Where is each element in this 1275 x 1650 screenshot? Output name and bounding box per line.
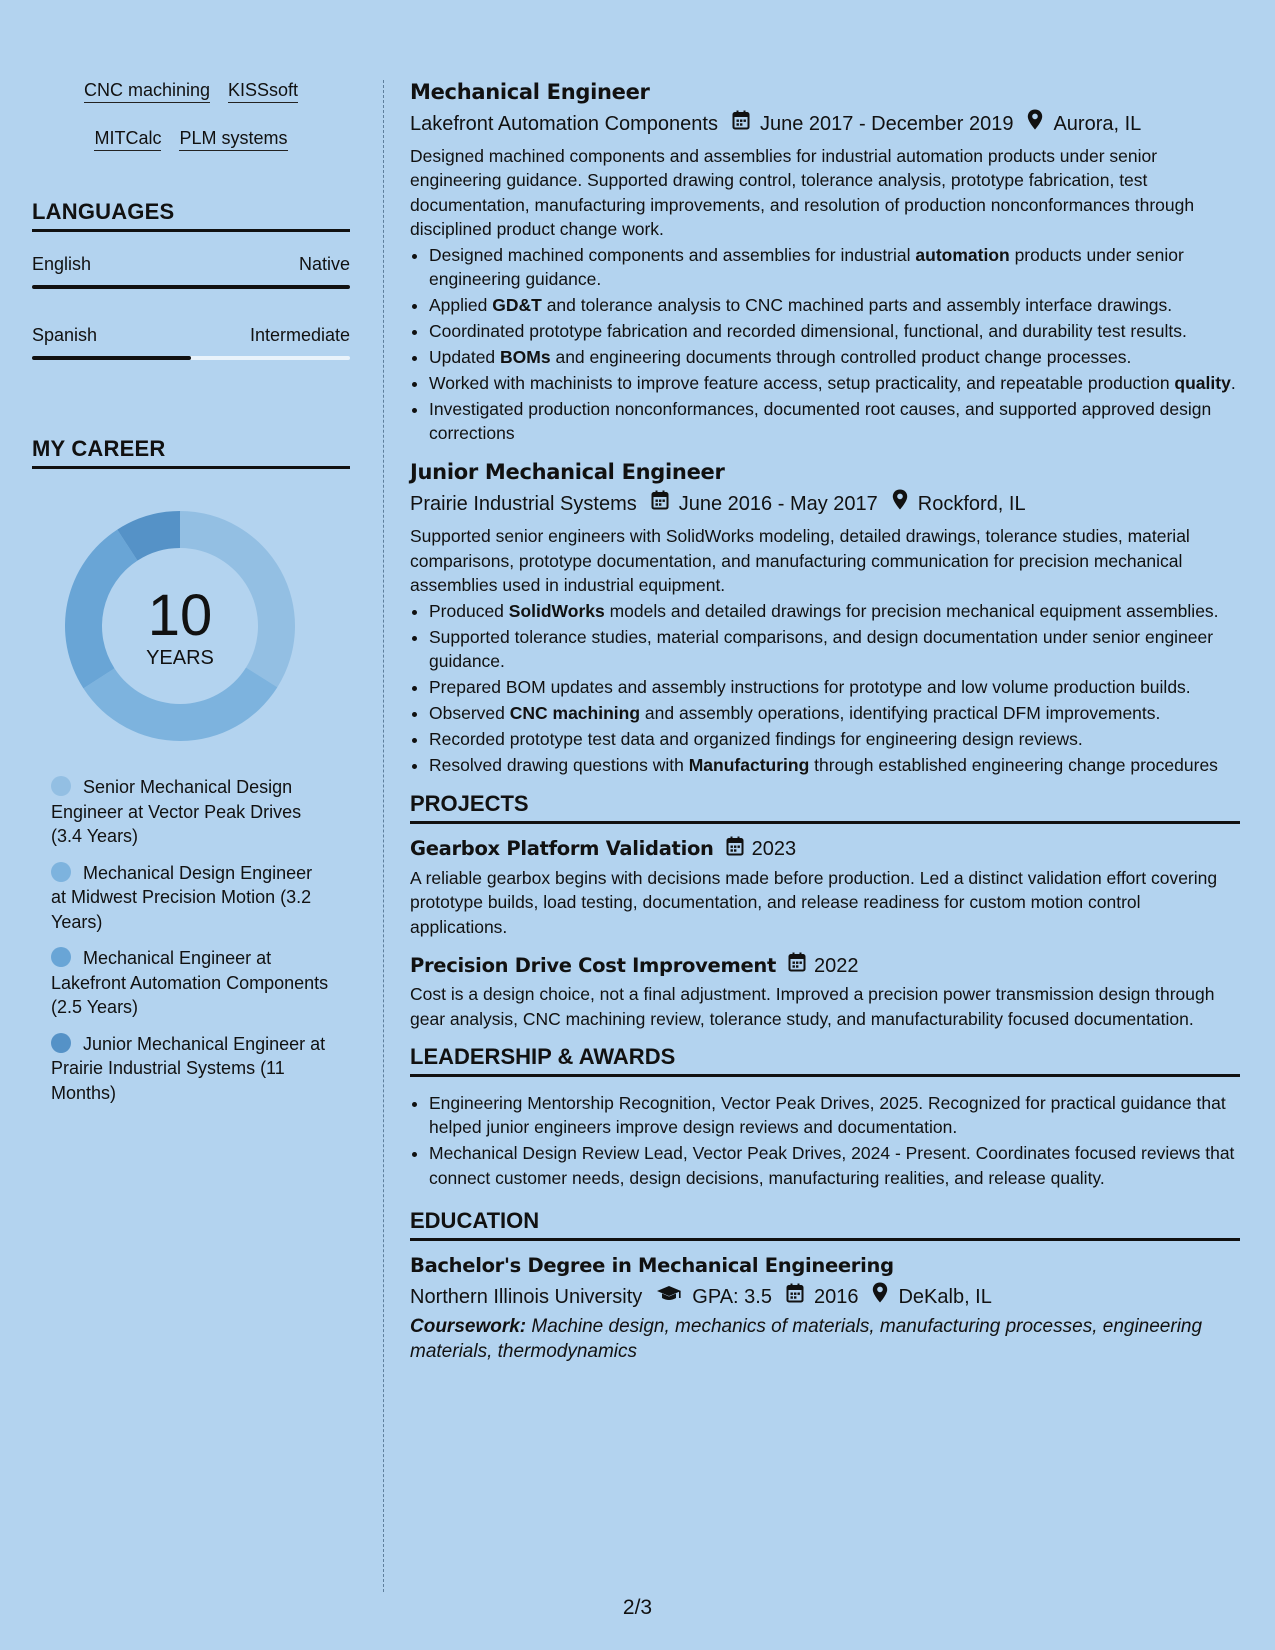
language-level-bar xyxy=(32,356,350,360)
bullet-keyword: CNC machining xyxy=(509,702,641,723)
job-bullet xyxy=(429,293,1240,317)
bullet-text: Observed xyxy=(429,702,510,723)
bullet-text: Supported tolerance studies, material comparisons, and design documentation under senior engineer guidance. xyxy=(429,626,1214,671)
award-item: • Engineering Mentorship Recognition, Vector Peak Drives, 2025. Recognized for practical guidance that helped junior engineers improve design reviews and documentation. xyxy=(429,1091,1240,1140)
language-level: Intermediate xyxy=(249,325,350,345)
bullet-text: and tolerance analysis to CNC machined parts and assembly interface drawings. xyxy=(541,294,1173,315)
bullet-text: and assembly operations, identifying practical DFM improvements. xyxy=(640,702,1161,723)
bullet-text: products under senior engineering guidance. xyxy=(429,244,1184,290)
bullet-text: Designed machined components and assemblies for industrial xyxy=(429,244,916,265)
job-bullet xyxy=(429,753,1240,777)
bullet-text: Worked with machinists to improve feature access, setup practicality, and repeatable production xyxy=(429,372,1175,393)
education-title: EDUCATION xyxy=(410,1208,1240,1241)
calendar-icon xyxy=(788,952,806,979)
legend-label: Senior Mechanical Design Engineer at Vector Peak Drives (3.4 Years) xyxy=(51,777,302,846)
bullet-keyword: SolidWorks xyxy=(508,600,605,621)
skill-tag: MITCalc xyxy=(94,128,161,151)
language-name: Spanish xyxy=(32,325,98,345)
school-name: Northern Illinois University xyxy=(410,1285,643,1308)
legend-label: Junior Mechanical Engineer at Prairie Industrial Systems (11 Months) xyxy=(51,1033,326,1103)
bullet-keyword: Manufacturing xyxy=(688,754,810,775)
career-title: MY CAREER xyxy=(32,436,350,469)
projects-title: PROJECTS xyxy=(410,791,1240,824)
bullet-text: Updated xyxy=(429,346,501,367)
career-legend-item xyxy=(51,946,331,1020)
career-legend xyxy=(51,775,331,1105)
bullet-keyword: GD&T xyxy=(492,294,542,315)
graduation-year: 2016 xyxy=(813,1285,859,1308)
skill-tag: PLM systems xyxy=(179,128,287,151)
donut-segment-2 xyxy=(83,668,277,741)
skills-tags xyxy=(32,80,350,151)
job-meta xyxy=(410,109,1240,138)
location-pin-icon xyxy=(892,489,908,518)
bullet-text: and engineering documents through controlled product change processes. xyxy=(550,346,1132,367)
award-item: • Mechanical Design Review Lead, Vector Peak Drives, 2024 - Present. Coordinates focused reviews that connect customer needs, design decisions, manufacturing realities, and release quality. xyxy=(429,1141,1240,1190)
project-name: Gearbox Platform Validation xyxy=(410,837,714,861)
bullet-text: through established engineering change procedures xyxy=(809,754,1218,775)
job-summary: Designed machined components and assemblies for industrial automation products under senior engineering guidance. Supported drawing control, tolerance analysis, prototype fabrication, test documentation, manufacturing improvements, and resolution of production nonconformances through disciplined product change work. xyxy=(410,146,1195,240)
project-entry xyxy=(410,836,1240,939)
legend-dot xyxy=(51,1033,71,1053)
experience-entry xyxy=(410,458,1240,777)
languages-section xyxy=(32,199,350,360)
job-bullets xyxy=(410,599,1240,777)
project-description: A reliable gearbox begins with decisions made before production. Led a distinct validation effort covering prototype builds, load testing, documentation, and release readiness for custom motion control applications. xyxy=(410,867,1218,937)
bullet-keyword: automation xyxy=(915,244,1010,265)
bullet-text: . xyxy=(1230,372,1236,393)
projects-list xyxy=(410,836,1240,1031)
job-bullet xyxy=(429,345,1240,369)
sidebar xyxy=(32,80,350,1117)
project-header xyxy=(410,952,1240,979)
career-years-number: 10 xyxy=(147,583,213,648)
career-donut-chart xyxy=(65,511,295,741)
legend-label: Mechanical Design Engineer at Midwest Precision Motion (3.2 Years) xyxy=(51,862,313,932)
job-title: Mechanical Engineer xyxy=(410,80,650,104)
bullet-text: Resolved drawing questions with xyxy=(429,754,689,775)
coursework-text: Machine design, mechanics of materials, manufacturing processes, engineering materials, thermodynamics xyxy=(410,1316,1203,1362)
bullet-text: Coordinated prototype fabrication and recorded dimensional, functional, and durability test results. xyxy=(429,320,1187,341)
coursework xyxy=(410,1315,1240,1364)
job-bullet xyxy=(429,701,1240,725)
project-year: 2023 xyxy=(751,838,797,861)
location-pin-icon xyxy=(872,1282,888,1311)
gpa: GPA: 3.5 xyxy=(692,1285,772,1308)
job-bullet xyxy=(429,243,1240,292)
experience-list xyxy=(410,78,1240,777)
calendar-icon xyxy=(732,110,750,138)
calendar-icon xyxy=(786,1283,804,1311)
education-entry xyxy=(410,1253,1240,1364)
skills-row xyxy=(32,80,350,103)
job-meta xyxy=(410,489,1240,518)
coursework-label: Coursework: xyxy=(410,1316,527,1338)
job-bullet xyxy=(429,319,1240,343)
degree-name: Bachelor's Degree in Mechanical Engineering xyxy=(410,1254,894,1278)
project-description: Cost is a design choice, not a final adjustment. Improved a precision power transmission design through gear analysis, CNC machining review, tolerance study, and manufacturability focused documentation. xyxy=(410,984,1215,1029)
career-years-unit: YEARS xyxy=(146,647,214,669)
project-header xyxy=(410,836,1240,863)
job-bullet xyxy=(429,727,1240,751)
legend-label: Mechanical Engineer at Lakefront Automation Components (2.5 Years) xyxy=(51,948,329,1017)
legend-dot xyxy=(51,947,71,967)
job-dates: June 2017 - December 2019 xyxy=(759,112,1014,135)
language-name: English xyxy=(32,254,92,274)
awards-list xyxy=(410,1091,1240,1190)
job-bullet xyxy=(429,599,1240,623)
job-bullet xyxy=(429,625,1240,674)
job-bullet xyxy=(429,371,1240,395)
bullet-text: Applied xyxy=(429,294,493,315)
column-divider xyxy=(383,80,384,1592)
language-item xyxy=(32,254,350,289)
location-pin-icon xyxy=(1027,109,1043,138)
skills-row xyxy=(32,128,350,151)
bullet-text: models and detailed drawings for precision mechanical equipment assemblies. xyxy=(604,600,1219,621)
job-title: Junior Mechanical Engineer xyxy=(410,460,725,485)
page-number: 2/3 xyxy=(622,1596,653,1619)
education-meta xyxy=(410,1282,1240,1311)
job-bullet xyxy=(429,397,1240,446)
career-section xyxy=(32,436,350,1105)
donut-center xyxy=(65,583,295,670)
bullet-text: Recorded prototype test data and organized findings for engineering design reviews. xyxy=(429,728,1083,749)
language-level-bar xyxy=(32,285,350,289)
skill-tag: CNC machining xyxy=(84,80,210,103)
language-level-fill xyxy=(32,356,191,360)
job-location: Rockford, IL xyxy=(917,492,1026,515)
experience-entry xyxy=(410,78,1240,445)
language-level-fill xyxy=(32,285,350,289)
company-name: Lakefront Automation Components xyxy=(410,112,718,135)
language-level: Native xyxy=(298,254,350,274)
legend-dot xyxy=(51,776,71,796)
career-legend-item xyxy=(51,775,331,849)
legend-dot xyxy=(51,862,71,882)
project-name: Precision Drive Cost Improvement xyxy=(410,953,777,977)
bullet-text: Produced xyxy=(429,600,509,621)
job-summary: Supported senior engineers with SolidWorks modeling, detailed drawings, tolerance studies, material comparisons, prototype documentation, and manufacturing communication for precision mechanical assemblies used in industrial equipment. xyxy=(410,526,1190,596)
language-item xyxy=(32,325,350,360)
calendar-icon xyxy=(726,836,744,863)
project-year: 2022 xyxy=(814,954,859,977)
languages-title: LANGUAGES xyxy=(32,199,350,232)
bullet-text: Prepared BOM updates and assembly instructions for prototype and low volume production builds. xyxy=(429,676,1191,697)
bullet-text: Investigated production nonconformances, documented root causes, and supported approved design corrections xyxy=(429,398,1212,443)
main-content xyxy=(410,78,1240,1364)
job-bullets xyxy=(410,243,1240,446)
career-legend-item xyxy=(51,861,331,935)
career-legend-item xyxy=(51,1032,331,1106)
job-bullet xyxy=(429,675,1240,699)
bullet-keyword: BOMs xyxy=(500,346,551,367)
project-entry xyxy=(410,952,1240,1031)
job-location: Aurora, IL xyxy=(1053,112,1142,135)
company-name: Prairie Industrial Systems xyxy=(410,492,637,515)
education-location: DeKalb, IL xyxy=(898,1285,992,1308)
calendar-icon xyxy=(651,490,669,518)
skill-tag: KISSsoft xyxy=(228,80,298,103)
bullet-keyword: quality xyxy=(1174,372,1231,393)
job-dates: June 2016 - May 2017 xyxy=(678,492,878,515)
awards-title: LEADERSHIP & AWARDS xyxy=(410,1044,1240,1077)
graduation-cap-icon xyxy=(656,1283,682,1311)
